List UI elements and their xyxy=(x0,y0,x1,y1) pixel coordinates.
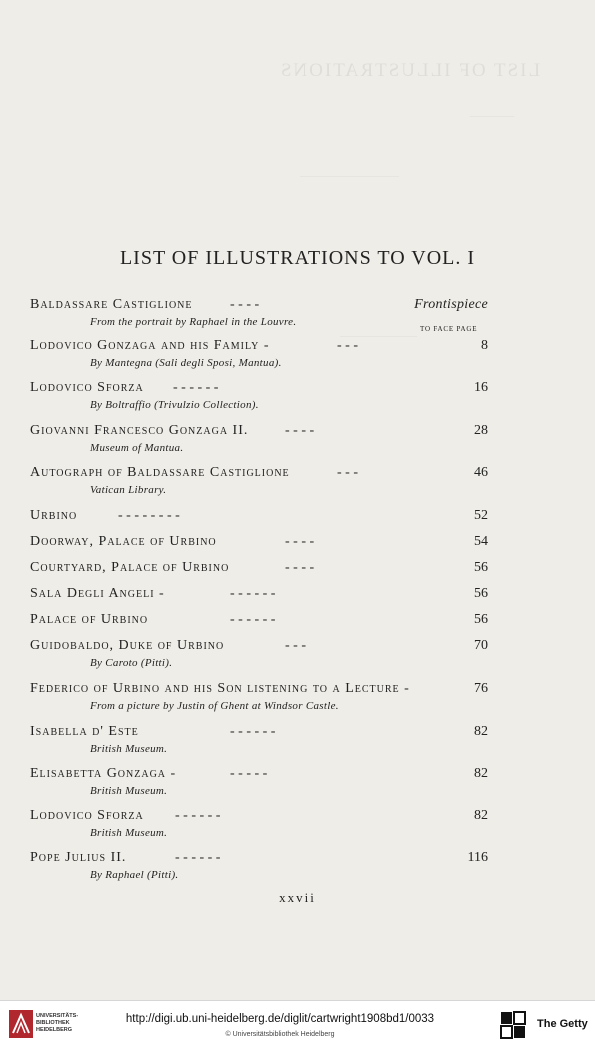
entry-title: Federico of Urbino and his Son listening to a Lecture - xyxy=(30,681,410,696)
bleed-through-text: ———— xyxy=(470,110,514,122)
entry-page: 116 xyxy=(467,850,488,865)
illustration-entry xyxy=(30,338,488,369)
viewer-footer xyxy=(0,1000,595,1048)
entry-credit: Museum of Mantua. xyxy=(90,442,184,454)
leader-dashes: - - - - xyxy=(285,560,315,575)
leader-dashes: - - - xyxy=(337,338,358,353)
entry-page: 82 xyxy=(474,808,488,823)
library-name-line: HEIDELBERG xyxy=(36,1027,73,1033)
entry-page: 70 xyxy=(474,638,488,653)
leader-dashes: - - - - xyxy=(285,534,315,549)
illustration-entry xyxy=(30,508,488,526)
leader-dashes: - - - xyxy=(285,638,306,653)
entry-credit: By Caroto (Pitti). xyxy=(90,657,173,669)
entry-title: Courtyard, Palace of Urbino xyxy=(30,560,230,575)
entry-credit: British Museum. xyxy=(90,827,168,839)
to-face-page-label: TO FACE PAGE xyxy=(420,325,478,333)
entry-page: 56 xyxy=(474,612,488,627)
illustration-entry xyxy=(30,534,488,552)
illustration-entry xyxy=(30,380,488,411)
page-folio: xxvii xyxy=(279,890,316,905)
entry-title: Elisabetta Gonzaga - xyxy=(30,766,177,781)
entry-credit: By Mantegna (Sali degli Sposi, Mantua). xyxy=(90,357,282,369)
illustration-entry xyxy=(30,724,488,755)
illustration-entry xyxy=(30,612,488,630)
entry-title: Urbino xyxy=(30,508,78,523)
leader-dashes: - - - - xyxy=(285,423,315,438)
leader-dashes: - - - - - - - - xyxy=(118,508,180,523)
entry-credit: From the portrait by Raphael in the Louvre. xyxy=(90,316,297,328)
getty-logo-icon xyxy=(500,1011,526,1039)
entry-title: Lodovico Sforza xyxy=(30,808,144,823)
university-library-logo-icon xyxy=(8,1009,34,1039)
leader-dashes: - - - - - - xyxy=(230,612,276,627)
leader-dashes: - - - - - xyxy=(230,766,268,781)
leader-dashes: - - - - - - xyxy=(175,850,221,865)
illustration-entry xyxy=(30,586,488,604)
illustration-entry xyxy=(30,681,488,712)
entry-credit: Vatican Library. xyxy=(90,484,167,496)
entry-title: Giovanni Francesco Gonzaga II. xyxy=(30,423,249,438)
entry-page: 52 xyxy=(474,508,488,523)
entry-credit: By Boltraffio (Trivulzio Collection). xyxy=(90,399,259,411)
entry-page: 16 xyxy=(474,380,488,395)
entry-page: 56 xyxy=(474,560,488,575)
bleed-through-text: LIST OF ILLUSTRATIONS xyxy=(278,60,541,81)
illustration-entry xyxy=(30,850,488,881)
entry-credit: British Museum. xyxy=(90,785,168,797)
permalink-url[interactable]: http://digi.ub.uni-heidelberg.de/diglit/cartwright1908bd1/0033 xyxy=(125,1013,435,1025)
entry-title: Baldassare Castiglione xyxy=(30,297,193,312)
entry-page: 46 xyxy=(474,465,488,480)
leader-dashes: - - - - - - xyxy=(230,724,276,739)
library-name-line: BIBLIOTHEK xyxy=(36,1020,70,1026)
entry-title: Sala Degli Angeli - xyxy=(30,586,165,601)
entry-credit: British Museum. xyxy=(90,743,168,755)
entry-page: 76 xyxy=(474,681,488,696)
illustration-entry xyxy=(30,423,488,454)
entry-page: 82 xyxy=(474,724,488,739)
copyright-notice: © Universitätsbibliothek Heidelberg xyxy=(225,1031,335,1038)
entry-title: Doorway, Palace of Urbino xyxy=(30,534,217,549)
illustration-entry xyxy=(30,638,488,669)
entry-credit: From a picture by Justin of Ghent at Windsor Castle. xyxy=(90,700,339,712)
leader-dashes: - - - xyxy=(337,465,358,480)
entry-title: Lodovico Gonzaga and his Family - xyxy=(30,338,270,353)
entry-page: 8 xyxy=(481,338,488,353)
illustration-entry xyxy=(30,808,488,839)
leader-dashes: - - - - - - xyxy=(175,808,221,823)
getty-label: The Getty xyxy=(537,1018,588,1030)
leader-dashes: - - - - - - xyxy=(230,586,276,601)
bleed-through-text: ————————— xyxy=(300,170,399,182)
entry-page: Frontispiece xyxy=(414,297,488,312)
entry-title: Autograph of Baldassare Castiglione xyxy=(30,465,290,480)
library-name xyxy=(36,1013,78,1034)
entry-page: 56 xyxy=(474,586,488,601)
entry-title: Isabella d' Este xyxy=(30,724,139,739)
library-name-line: UNIVERSITÄTS- xyxy=(36,1013,79,1019)
leader-dashes: - - - - - - xyxy=(173,380,219,395)
entry-title: Pope Julius II. xyxy=(30,850,127,865)
entry-title: Guidobaldo, Duke of Urbino xyxy=(30,638,225,653)
illustration-entry xyxy=(30,297,488,328)
entry-page: 54 xyxy=(474,534,488,549)
entry-page: 82 xyxy=(474,766,488,781)
illustration-entry xyxy=(30,766,488,797)
entry-title: Lodovico Sforza xyxy=(30,380,144,395)
bleed-through-text: ——————— xyxy=(340,330,417,342)
page-title: LIST OF ILLUSTRATIONS TO VOL. I xyxy=(119,247,476,269)
leader-dashes: - - - - xyxy=(230,297,260,312)
entry-page: 28 xyxy=(474,423,488,438)
illustration-entry xyxy=(30,465,488,496)
illustration-entry xyxy=(30,560,488,578)
entry-title: Palace of Urbino xyxy=(30,612,149,627)
entry-credit: By Raphael (Pitti). xyxy=(90,869,179,881)
